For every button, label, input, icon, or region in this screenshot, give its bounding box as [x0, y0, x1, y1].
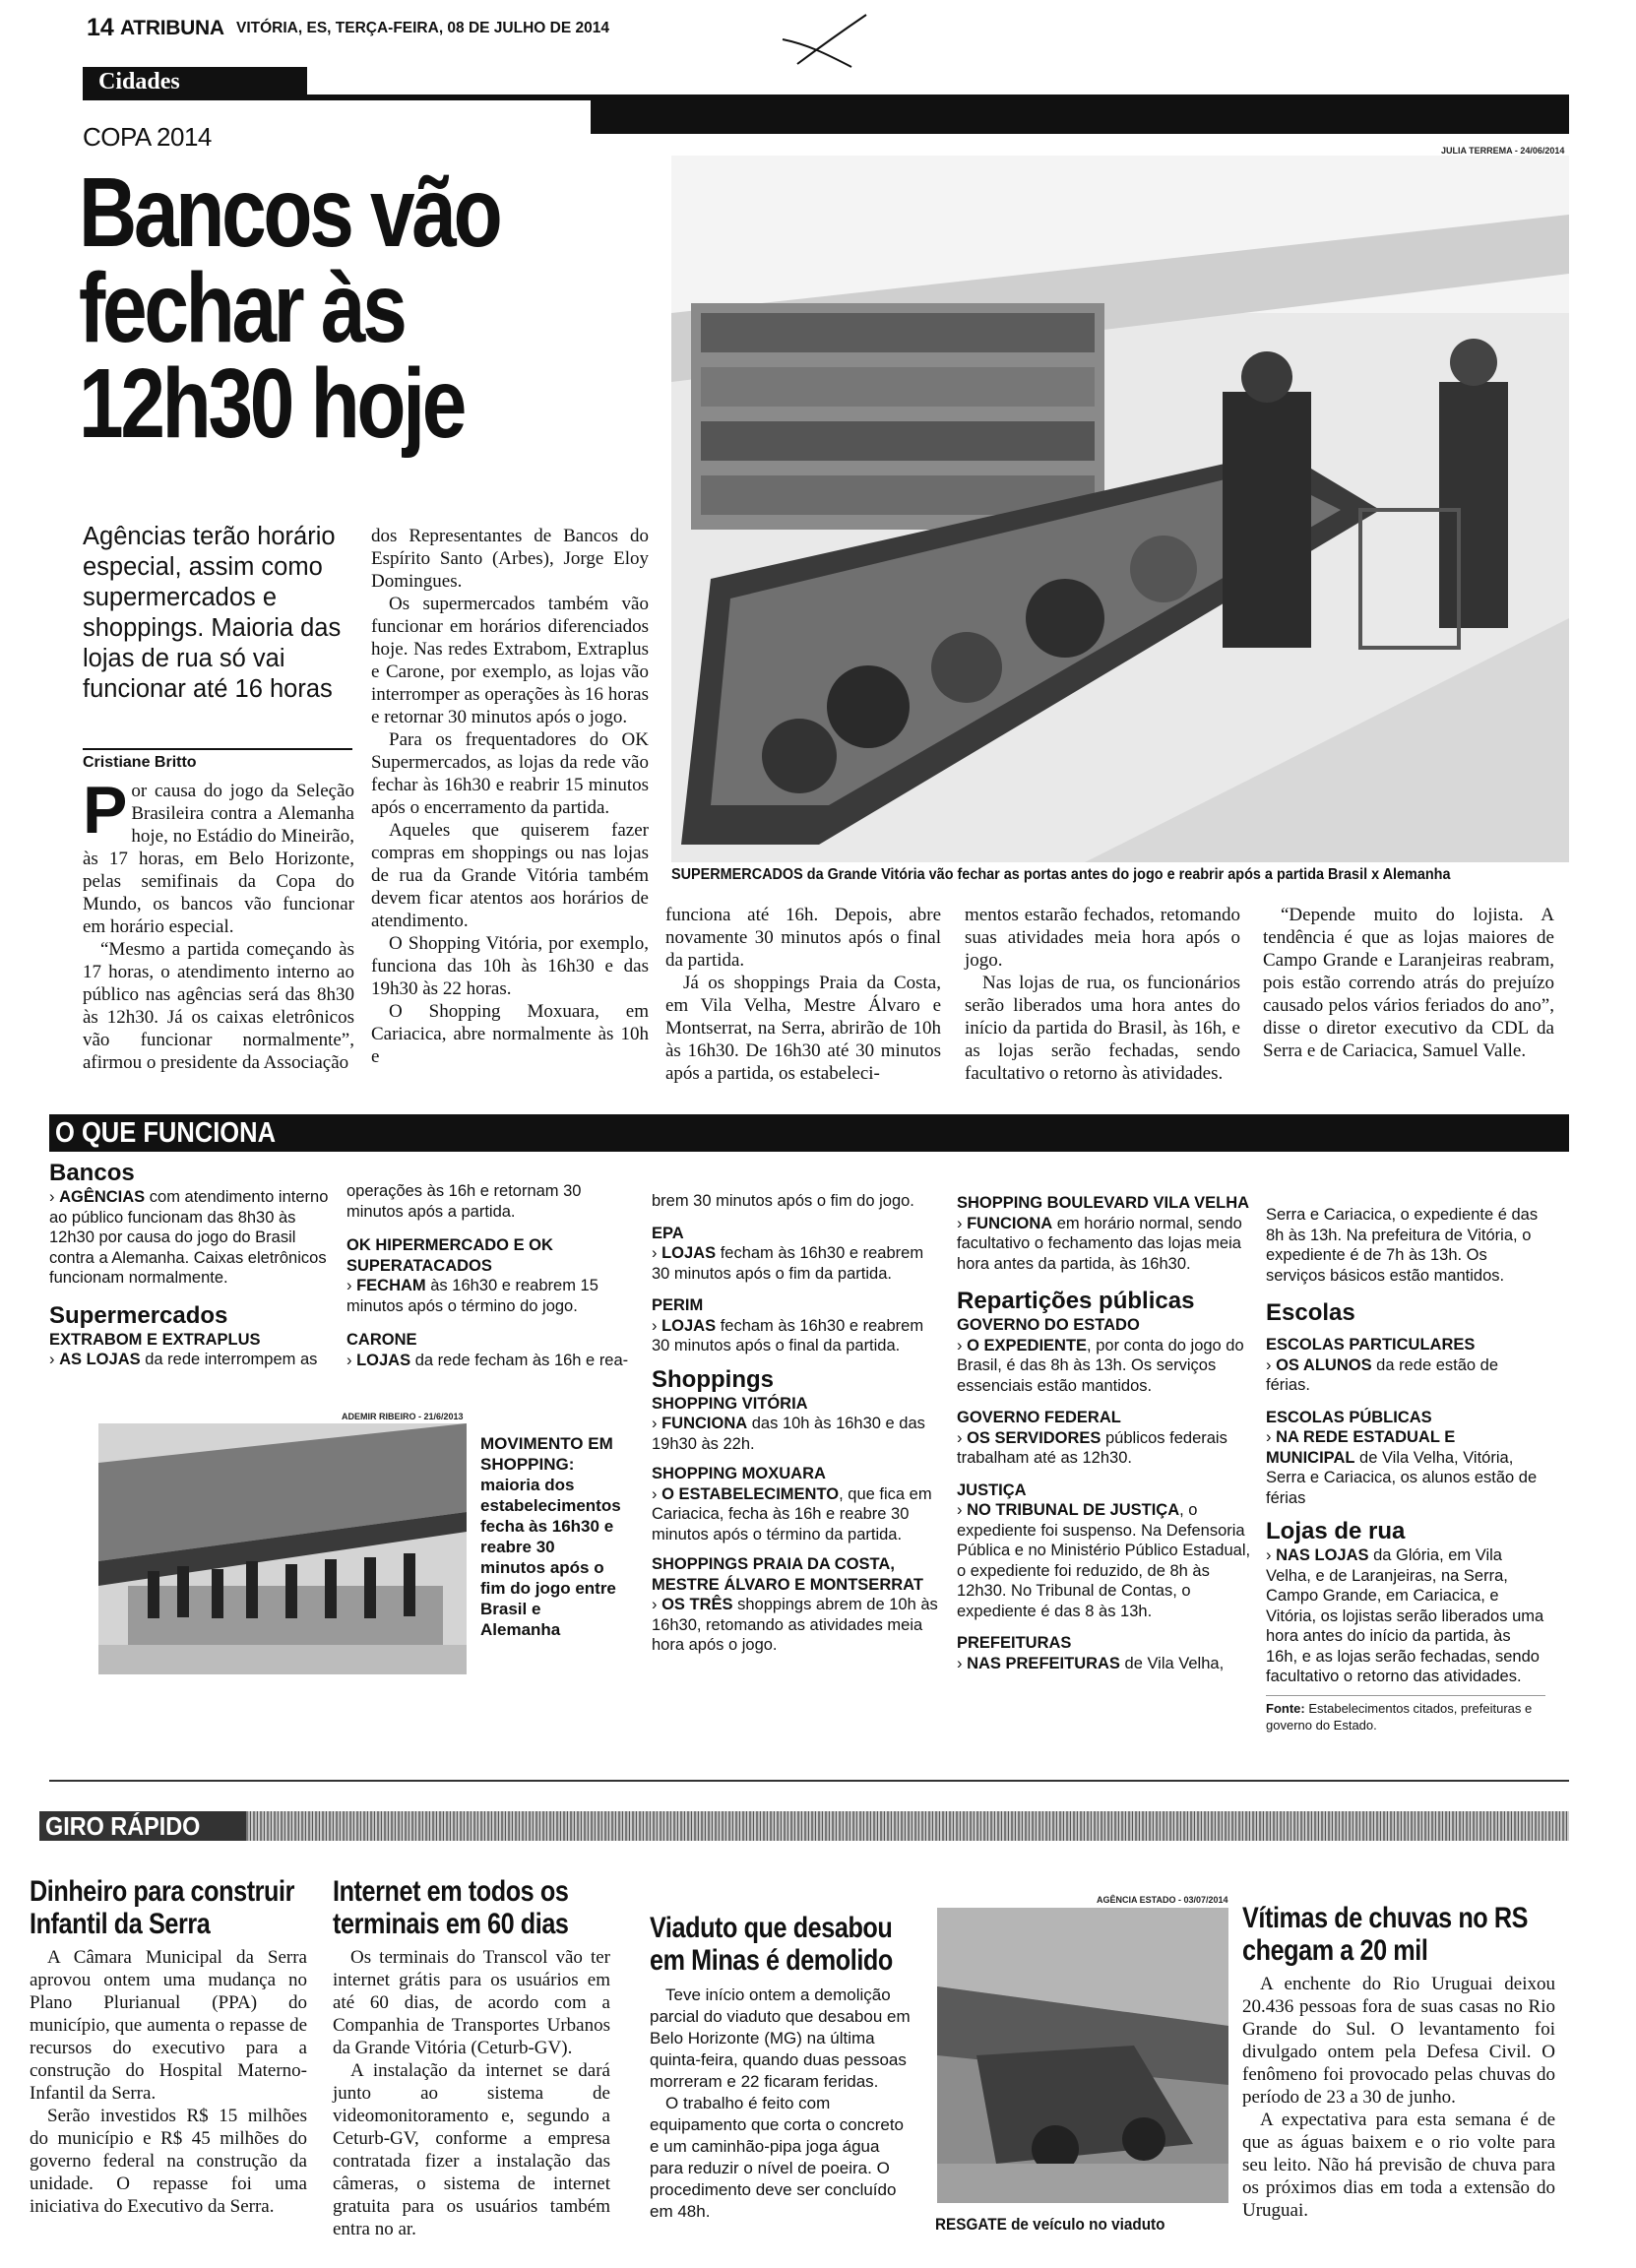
- story-col2-text-2: Os supermercados também vão funcionar em horários diferenciados hoje. Nas redes Extrabom, Extraplus e Carone, por exemplo, as lojas vão interromper as operações às 16 horas e retornar 30 minutos após o jogo.: [371, 594, 649, 727]
- photo-credit: JULIA TERREMA - 24/06/2014: [1441, 146, 1565, 156]
- fonte-text: Estabelecimentos citados, prefeituras e governo do Estado.: [1266, 1700, 1533, 1732]
- justica-lead: NO TRIBUNAL DE JUSTIÇA: [967, 1501, 1180, 1519]
- story-col-5: [1263, 904, 1554, 1062]
- story-col-4: [965, 904, 1240, 1085]
- story-col4-text-1: mentos estarão fechados, retomando suas atividades meia hora após o jogo.: [965, 905, 1240, 971]
- sbv-lead: FUNCIONA: [967, 1214, 1053, 1232]
- extrabom-sub: EXTRABOM E EXTRAPLUS: [49, 1330, 261, 1349]
- photo-caption: [671, 866, 1506, 884]
- pref-lead: NAS PREFEITURAS: [967, 1654, 1120, 1672]
- viaduct-photo-art: [937, 1908, 1228, 2203]
- giro-photo-credit: AGÊNCIA ESTADO - 03/07/2014: [1097, 1895, 1228, 1905]
- viaduct-photo: [937, 1908, 1228, 2203]
- justica-item: › NO TRIBUNAL DE JUSTIÇA, o expediente foi suspenso. Na Defensoria Pública e no Ministério Público Estadual, o expediente foi reduzido, de 8h às 12h30. No Tribunal de Contas, o expediente é das 8 às 13h.: [957, 1501, 1251, 1620]
- funciona-bar: [49, 1114, 1569, 1152]
- giro-item-4-p1: A enchente do Rio Uruguai deixou 20.436 pessoas fora de suas casas no Rio Grande do Sul. O levantamento foi divulgado ontem pela Defesa Civil. O fenômeno foi provocado pelas chuvas do período de 23 a 30 de junho.: [1242, 1974, 1555, 2108]
- sm-lead: O ESTABELECIMENTO: [661, 1484, 840, 1503]
- supermarket-photo-art: [671, 156, 1569, 862]
- funciona-col5-cont: Serra e Cariacica, o expediente é das 8h às 13h. Na prefeitura de Vitória, o expediente é de 7h às 13h. Os serviços básicos estão mantidos.: [1266, 1206, 1539, 1285]
- headline-line-2: fechar às: [79, 253, 405, 363]
- sm-sub: SHOPPING MOXUARA: [652, 1465, 826, 1482]
- story-col2-text-6: O Shopping Moxuara, em Cariacica, abre normalmente às 10h e: [371, 1001, 649, 1067]
- giro-photo-caption-lead: RESGATE: [935, 2215, 1007, 2234]
- pref-text: de Vila Velha,: [1119, 1654, 1225, 1672]
- giro-item-1: [30, 1875, 307, 2218]
- funciona-col3-cont: brem 30 minutos após o fim do jogo.: [652, 1192, 914, 1210]
- giro-item-2-title: Internet em todos os terminais em 60 dias: [333, 1875, 569, 1940]
- story-col-2: [371, 525, 649, 1068]
- giro-item-4-title: Vítimas de chuvas no RS chegam a 20 mil: [1242, 1902, 1529, 1967]
- mall-photo: [98, 1423, 467, 1674]
- bancos-lead: AGÊNCIAS: [59, 1188, 146, 1206]
- extrabom-item: › AS LOJAS da rede interrompem as: [49, 1351, 318, 1368]
- section-title: Cidades: [98, 69, 180, 94]
- lojas-lead: NAS LOJAS: [1276, 1546, 1369, 1564]
- perim-item: › LOJAS fecham às 16h30 e reabrem 30 minutos após o final da partida.: [652, 1316, 924, 1354]
- extrabom-lead: AS LOJAS: [59, 1351, 141, 1368]
- epub-lead: NA REDE ESTADUAL E MUNICIPAL: [1266, 1428, 1456, 1467]
- headline: [79, 158, 669, 459]
- bancos-text: com atendimento interno ao público funcionam das 8h30 às 12h30 por causa do jogo do Brasil contra a Alemanha. Caixas eletrônicos funcionam normalmente.: [49, 1188, 329, 1287]
- epa-lead: LOJAS: [661, 1244, 717, 1262]
- sv-sub: SHOPPING VITÓRIA: [652, 1394, 808, 1413]
- funciona-col2-cont: operações às 16h e retornam 30 minutos após a partida.: [346, 1182, 582, 1221]
- epub-text: de Vila Velha, Vitória, Serra e Cariacica, os alunos estão de férias: [1266, 1448, 1538, 1507]
- funciona-col-2: [346, 1181, 632, 1370]
- headline-line-3: 12h30 hoje: [79, 348, 465, 459]
- shoppings-title: Shoppings: [652, 1365, 774, 1393]
- perim-text: fecham às 16h30 e reabrem 30 minutos após o final da partida.: [652, 1316, 924, 1354]
- justica-sub: JUSTIÇA: [957, 1480, 1027, 1499]
- giro-item-2-p2: A instalação da internet se dará junto ao sistema de videomonitoramento e, segundo a Ceturb-GV, conforme a empresa contratada fizer a instalação das câmeras, o sistema de internet gratuita para os usuários também entra no ar.: [333, 2060, 610, 2239]
- epa-sub: EPA: [652, 1224, 684, 1242]
- mall-caption-title: MOVIMENTO EM SHOPPING:: [480, 1434, 613, 1474]
- pref-item: › NAS PREFEITURAS de Vila Velha,: [957, 1654, 1225, 1672]
- funciona-divider: [49, 1780, 1569, 1782]
- ge-sub: GOVERNO DO ESTADO: [957, 1316, 1140, 1334]
- perim-lead: LOJAS: [661, 1316, 717, 1335]
- story-col2-text-1: dos Representantes de Bancos do Espírito Santo (Arbes), Jorge Eloy Domingues.: [371, 526, 649, 592]
- justica-text: , o expediente foi suspenso. Na Defensoria Pública e no Ministério Público Estadual, o expediente foi reduzido, de 8h às 12h30. No Tribunal de Contas, o expediente é das 8 às 13h.: [957, 1501, 1251, 1620]
- funciona-col-5: [1266, 1205, 1545, 1733]
- ok-sub: OK HIPERMERCADO E OK SUPERATACADOS: [346, 1236, 553, 1275]
- story-col-1: [83, 773, 354, 1074]
- handwritten-x-mark: [778, 10, 876, 69]
- story-col3-text-1: funciona até 16h. Depois, abre novamente 30 minutos após o final da partida.: [665, 905, 941, 971]
- gf-text: públicos federais trabalham até as 12h30.: [957, 1428, 1227, 1467]
- gf-sub: GOVERNO FEDERAL: [957, 1409, 1121, 1426]
- supermercados-title: Supermercados: [49, 1301, 228, 1329]
- story-col1-para: [83, 773, 354, 938]
- sv-lead: FUNCIONA: [661, 1415, 748, 1432]
- sv-item: › FUNCIONA das 10h às 16h30 e das 19h30 às 22h.: [652, 1415, 925, 1453]
- pref-sub: PREFEITURAS: [957, 1634, 1072, 1652]
- giro-bar: [39, 1811, 1569, 1841]
- sbv-sub: SHOPPING BOULEVARD VILA VELHA: [957, 1194, 1250, 1212]
- ep-item: › OS ALUNOS da rede estão de férias.: [1266, 1355, 1499, 1394]
- giro-bar-text: GIRO RÁPIDO: [45, 1811, 201, 1841]
- story-col3-text-2: Já os shoppings Praia da Costa, em Vila Velha, Mestre Álvaro e Montserrat, na Serra, abrirão de 10h às 16h30. De 16h30 até 30 minutos após a partida, os estabeleci-: [665, 973, 941, 1084]
- giro-item-1-p2: Serão investidos R$ 15 milhões do município e R$ 45 milhões do governo federal na construção da unidade. O repasse foi uma iniciativa do Executivo da Serra.: [30, 2106, 307, 2217]
- lojas-text: da Glória, em Vila Velha, e de Laranjeiras, na Serra, Campo Grande, em Cariacica, e Vitória, os lojistas serão liberados uma hora antes do início da partida, às 16h, e as lojas serão fechadas, sendo facultativo o retorno das atividades.: [1266, 1546, 1544, 1685]
- mall-photo-art: [98, 1423, 467, 1674]
- giro-photo-caption: [935, 2215, 1201, 2235]
- epub-sub: ESCOLAS PÚBLICAS: [1266, 1408, 1432, 1426]
- carone-text: da rede fecham às 16h e rea-: [410, 1351, 629, 1369]
- giro-item-1-p1: A Câmara Municipal da Serra aprovou ontem uma mudança no Plano Plurianual (PPA) do município, que aumenta o repasse de recursos do executivo para a construção do Hospital Materno-Infantil da Serra.: [30, 1947, 307, 2104]
- ep-lead: OS ALUNOS: [1276, 1355, 1372, 1374]
- ge-text: , por conta do jogo do Brasil, é das 8h às 13h. Os serviços essenciais estão mantidos.: [957, 1336, 1244, 1395]
- reparticoes-title: Repartições públicas: [957, 1288, 1195, 1314]
- section-rule-thick: [591, 98, 1569, 134]
- escolas-title: Escolas: [1266, 1299, 1355, 1326]
- headline-line-1: Bancos vão: [79, 158, 500, 268]
- giro-item-3-body: [650, 1984, 915, 2223]
- giro-item-3-p1: Teve início ontem a demolição parcial do viaduto que desabou em Belo Horizonte (MG) na última quinta-feira, quando duas pessoas morreram e 22 ficaram feridas.: [650, 1985, 911, 2091]
- perim-sub: PERIM: [652, 1296, 704, 1314]
- giro-item-1-body: [30, 1946, 307, 2218]
- page-number: 14: [87, 14, 114, 41]
- bancos-item: › AGÊNCIAS com atendimento interno ao público funcionam das 8h30 às 12h30 por causa do jogo do Brasil contra a Alemanha. Caixas eletrônicos funcionam normalmente.: [49, 1188, 329, 1287]
- giro-photo-caption-text: de veículo no viaduto: [1006, 2215, 1165, 2234]
- gf-item: › OS SERVIDORES públicos federais trabalham até as 12h30.: [957, 1428, 1227, 1467]
- ep-sub: ESCOLAS PARTICULARES: [1266, 1336, 1476, 1354]
- story-col5-text-1: “Depende muito do lojista. A tendência é que as lojas maiores de Campo Grande e Laranjeiras reabram, pois estão correndo atrás do prejuízo causado pelos vários feriados do ano”, disse o diretor executivo da CDL da Serra e de Cariacica, Samuel Valle.: [1263, 905, 1554, 1061]
- paper-name: ATRIBUNA: [120, 17, 224, 39]
- ge-lead: O EXPEDIENTE: [967, 1336, 1088, 1354]
- spc-lead: OS TRÊS: [661, 1596, 733, 1613]
- byline-name: Cristiane Britto: [83, 754, 197, 771]
- story-col4-text-2: Nas lojas de rua, os funcionários serão liberados uma hora antes do início da partida do Brasil, às 16h, e as lojas serão fechadas, sendo facultativo o retorno às atividades.: [965, 973, 1240, 1084]
- giro-item-2-body: [333, 1946, 610, 2240]
- giro-item-3-p2: O trabalho é feito com equipamento que corta o concreto e um caminhão-pipa joga água para reduzir o nível de poeira. O procedimento deve ser concluído em 48h.: [650, 2094, 905, 2221]
- sm-item: › O ESTABELECIMENTO, que fica em Cariacica, fecha às 16h e reabre 30 minutos após o término da partida.: [652, 1484, 932, 1544]
- funciona-col-1: [49, 1160, 335, 1370]
- fonte-note: [1266, 1695, 1545, 1733]
- story-col2-text-3: Para os frequentadores do OK Supermercados, as lojas da rede vão fechar às 16h30 e reabrir 15 minutos após o encerramento da partida.: [371, 729, 649, 818]
- kicker: COPA 2014: [83, 122, 212, 152]
- gf-lead: OS SERVIDORES: [967, 1428, 1101, 1447]
- fonte-lead: Fonte:: [1266, 1700, 1305, 1716]
- sbv-text: em horário normal, sendo facultativo o fechamento das lojas meia hora antes da partida, às 16h30.: [957, 1214, 1242, 1273]
- funciona-col-3: [652, 1191, 939, 1656]
- deck: Agências terão horário especial, assim como supermercados e shoppings. Maioria das lojas de rua só vai funcionar até 16 horas: [83, 523, 342, 703]
- carone-sub: CARONE: [346, 1331, 417, 1349]
- giro-item-3: [650, 1912, 915, 2223]
- story-col2-text-5: O Shopping Vitória, por exemplo, funciona das 10h às 16h30 e das 19h30 às 22 horas.: [371, 933, 649, 999]
- photo-caption-text: da Grande Vitória vão fechar as portas antes do jogo e reabrir após a partida Brasil x Alemanha: [802, 866, 1451, 883]
- spc-item: › OS TRÊS shoppings abrem de 10h às 16h30, retomando as atividades meia hora após o jogo.: [652, 1596, 938, 1654]
- byline: [83, 748, 352, 772]
- ok-lead: FECHAM: [356, 1277, 426, 1294]
- epub-item: › NA REDE ESTADUAL E MUNICIPAL de Vila Velha, Vitória, Serra e Cariacica, os alunos estão de férias: [1266, 1428, 1538, 1507]
- ep-text: da rede estão de férias.: [1266, 1355, 1499, 1394]
- giro-item-4-body: [1242, 1973, 1555, 2222]
- photo-caption-lead: SUPERMERCADOS: [671, 866, 803, 883]
- dateline: VITÓRIA, ES, TERÇA-FEIRA, 08 DE JULHO DE 2014: [236, 20, 609, 36]
- giro-item-2: [333, 1875, 610, 2240]
- mall-photo-caption: [480, 1433, 621, 1640]
- epa-item: › LOJAS fecham às 16h30 e reabrem 30 minutos após o fim da partida.: [652, 1244, 924, 1283]
- epa-text: fecham às 16h30 e reabrem 30 minutos após o fim da partida.: [652, 1244, 924, 1283]
- funciona-col-4: [957, 1193, 1252, 1673]
- giro-item-1-title: Dinheiro para construir Infantil da Serra: [30, 1875, 294, 1940]
- spc-text: shoppings abrem de 10h às 16h30, retomando as atividades meia hora após o jogo.: [652, 1596, 938, 1654]
- ge-item: › O EXPEDIENTE, por conta do jogo do Brasil, é das 8h às 13h. Os serviços essenciais estão mantidos.: [957, 1336, 1244, 1395]
- ok-item: › FECHAM às 16h30 e reabrem 15 minutos após o término do jogo.: [346, 1277, 598, 1315]
- sm-text: , que fica em Cariacica, fecha às 16h e reabre 30 minutos após o término da partida.: [652, 1484, 932, 1544]
- carone-item: › LOJAS da rede fecham às 16h e rea-: [346, 1351, 629, 1369]
- story-col1-text-1: or causa do jogo da Seleção Brasileira contra a Alemanha hoje, no Estádio do Mineirão, às 17 horas, em Belo Horizonte, pelas semifinais da Copa do Mundo, os bancos vão funcionar em horário especial.: [83, 781, 354, 937]
- carone-lead: LOJAS: [356, 1351, 411, 1369]
- supermarket-photo: [671, 156, 1569, 862]
- story-col1-text-2: “Mesmo a partida começando às 17 horas, o atendimento interno ao público nas agências será das 8h30 às 12h30. Já os caixas eletrônicos vão funcionar normalmente”, afirmou o presidente da Associação: [83, 939, 354, 1073]
- ok-text: às 16h30 e reabrem 15 minutos após o término do jogo.: [346, 1277, 598, 1315]
- giro-item-3-title: Viaduto que desabou em Minas é demolido: [650, 1912, 893, 1977]
- giro-item-4: [1242, 1902, 1555, 2222]
- giro-item-4-p2: A expectativa para esta semana é de que as águas baixem e o rio volte para seu leito. Não há previsão de chuva para os próximos dias em toda a extensão do Uruguai.: [1242, 2110, 1555, 2221]
- spc-sub: SHOPPINGS PRAIA DA COSTA, MESTRE ÁLVARO E MONTSERRAT: [652, 1555, 923, 1594]
- lojas-item: › NAS LOJAS da Glória, em Vila Velha, e de Laranjeiras, na Serra, Campo Grande, em Cariacica, e Vitória, os lojistas serão liberados uma hora antes do início da partida, às 16h, e as lojas serão fechadas, sendo facultativo o retorno das atividades.: [1266, 1546, 1544, 1685]
- lojas-title: Lojas de rua: [1266, 1518, 1406, 1544]
- drop-cap: P: [83, 773, 128, 848]
- mall-caption-text: maioria dos estabelecimentos fecha às 16h30 e reabre 30 minutos após o fim do jogo entre Brasil e Alemanha: [480, 1476, 621, 1639]
- mall-photo-credit: ADEMIR RIBEIRO - 21/6/2013: [342, 1412, 464, 1421]
- story-col2-text-4: Aqueles que quiserem fazer compras em shoppings ou nas lojas de rua da Grande Vitória também devem ficar atentos aos horários de atendimento.: [371, 820, 649, 931]
- story-col-3: [665, 904, 941, 1085]
- bancos-title: Bancos: [49, 1160, 135, 1186]
- extrabom-text: da rede interrompem as: [140, 1351, 318, 1368]
- funciona-bar-text: O QUE FUNCIONA: [55, 1117, 277, 1149]
- sv-text: das 10h às 16h30 e das 19h30 às 22h.: [652, 1415, 925, 1453]
- giro-item-2-p1: Os terminais do Transcol vão ter internet grátis para os usuários em até 60 dias, de acordo com a Companhia de Transportes Urbanos da Grande Vitória (Ceturb-GV).: [333, 1947, 610, 2058]
- sbv-item: › FUNCIONA em horário normal, sendo facultativo o fechamento das lojas meia hora antes da partida, às 16h30.: [957, 1214, 1242, 1273]
